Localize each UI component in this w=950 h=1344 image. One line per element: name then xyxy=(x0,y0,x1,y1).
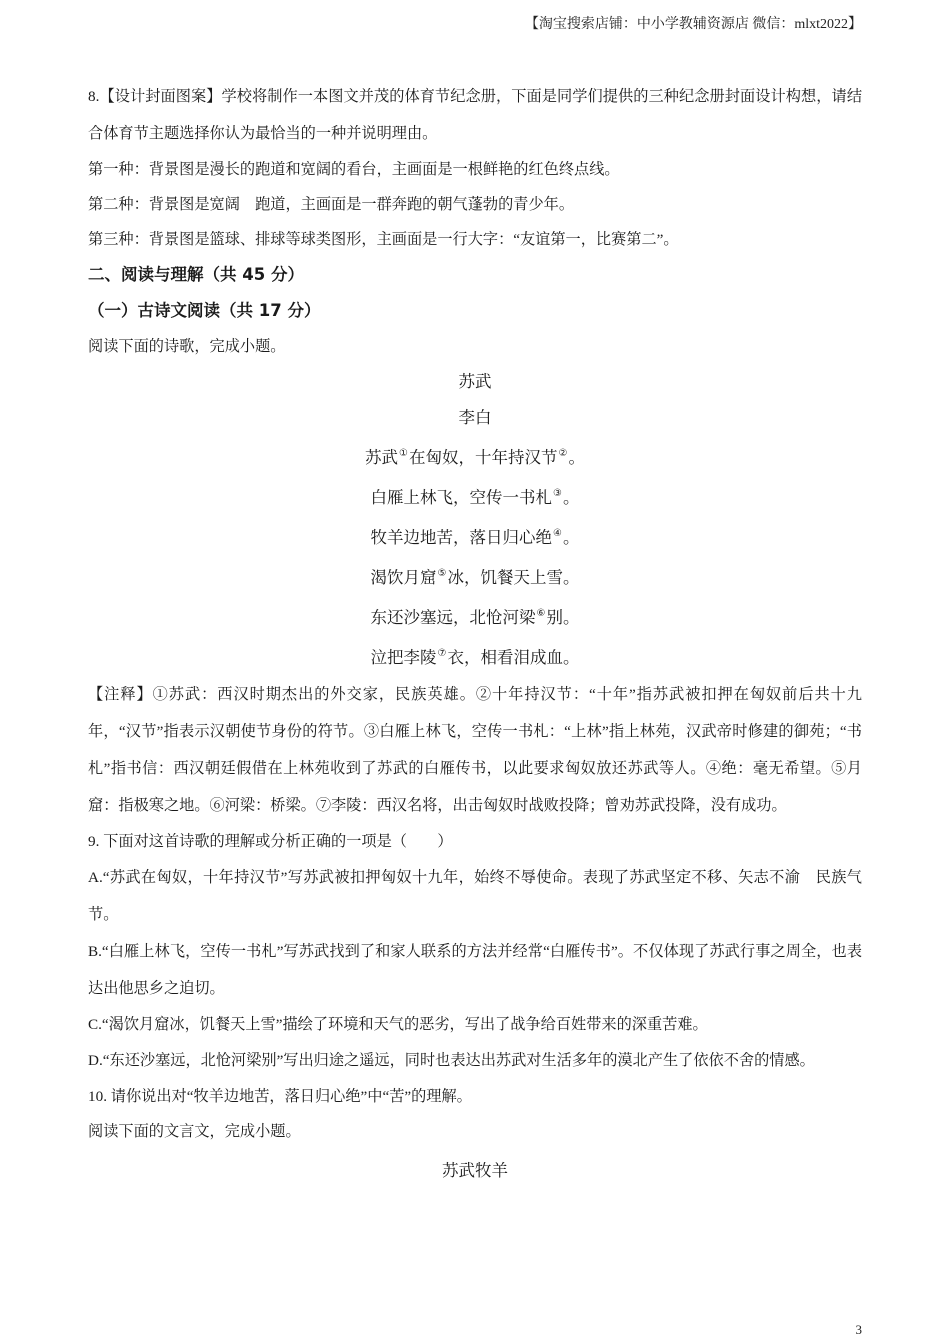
question-9-option-a: A.“苏武在匈奴，十年持汉节”写苏武被扣押匈奴十九年，始终不辱使命。表现了苏武坚定不移、矢志不渝 民族气节。 xyxy=(88,869,862,923)
question-9-option-b: B.“白雁上林飞，空传一书札”写苏武找到了和家人联系的方法并经常“白雁传书”。不仅体现了苏武行事之周全，也表达出他思乡之迫切。 xyxy=(88,943,862,997)
footnote-marker: ① xyxy=(399,448,408,459)
footnote-marker: ⑦ xyxy=(437,648,447,659)
poem xyxy=(88,364,862,676)
prose-title: 苏武牧羊 xyxy=(442,1161,508,1180)
poem-author: 李白 xyxy=(458,408,492,427)
footnote-marker: ④ xyxy=(553,528,562,539)
question-9-option-d: D.“东还沙塞远，北怆河梁别”写出归途之遥远，同时也表达出苏武对生活多年的漠北产生了依依不舍的情感。 xyxy=(88,1052,815,1069)
document-body xyxy=(88,78,862,1189)
question-9-option-c: C.“渴饮月窟冰，饥餐天上雪”描绘了环境和天气的恶劣，写出了战争给百姓带来的深重苦难。 xyxy=(88,1016,708,1033)
footnote-marker: ② xyxy=(558,448,568,459)
poem-line-1: 苏武①在匈奴，十年持汉节②。 xyxy=(365,448,585,467)
poem-line-4: 渴饮月窟⑤冰，饥餐天上雪。 xyxy=(370,568,580,587)
footnote-marker: ③ xyxy=(553,488,562,499)
poem-notes: 【注释】①苏武：西汉时期杰出的外交家，民族英雄。②十年持汉节：“十年”指苏武被扣押在匈奴前后共十九年，“汉节”指表示汉朝使节身份的符节。③白雁上林飞，空传一书札：“上林”指上林苑，汉武帝时修建的御苑；“书札”指书信：西汉朝廷假借在上林苑收到了苏武的白雁传书，以此要求匈奴放还苏武等人。④绝：毫无希望。⑤月窟：指极寒之地。⑥河梁：桥梁。⑦李陵：西汉名将，出击匈奴时战败投降；曾劝苏武投降，没有成功。 xyxy=(88,686,862,814)
question-8-option-3: 第三种：背景图是篮球、排球等球类图形，主画面是一行大字：“友谊第一，比赛第二”。 xyxy=(88,231,679,248)
question-10-stem: 10. 请你说出对“牧羊边地苦，落日归心绝”中“苦”的理解。 xyxy=(88,1088,472,1105)
section-2-title: 二、阅读与理解（共 45 分） xyxy=(88,265,304,284)
poem-title: 苏武 xyxy=(458,372,492,391)
page-number: 3 xyxy=(855,1322,862,1337)
poem-line-2: 白雁上林飞，空传一书札③。 xyxy=(370,488,580,507)
footnote-marker: ⑥ xyxy=(536,608,546,619)
question-8-option-1: 第一种：背景图是漫长的跑道和宽阔的看台，主画面是一根鲜艳的红色终点线。 xyxy=(88,161,620,178)
footnote-marker: ⑤ xyxy=(437,568,447,579)
prose-intro: 阅读下面的文言文，完成小题。 xyxy=(88,1123,301,1140)
question-9-stem: 9. 下面对这首诗歌的理解或分析正确的一项是（ ） xyxy=(88,833,453,850)
page-header: 【淘宝搜索店铺：中小学教辅资源店 微信：mlxt2022】 xyxy=(524,17,862,32)
poem-line-3: 牧羊边地苦，落日归心绝④。 xyxy=(370,528,580,547)
subsection-1-title: （一）古诗文阅读（共 17 分） xyxy=(88,301,321,320)
poem-intro: 阅读下面的诗歌，完成小题。 xyxy=(88,338,286,355)
question-8-stem: 8.【设计封面图案】学校将制作一本图文并茂的体育节纪念册，下面是同学们提供的三种纪念册封面设计构想，请结合体育节主题选择你认为最恰当的一种并说明理由。 xyxy=(88,88,862,142)
poem-line-6: 泣把李陵⑦衣，相看泪成血。 xyxy=(370,648,580,667)
poem-line-5: 东还沙塞远，北怆河梁⑥别。 xyxy=(370,608,580,627)
question-8-option-2: 第二种：背景图是宽阔 跑道，主画面是一群奔跑的朝气蓬勃的青少年。 xyxy=(88,196,574,213)
